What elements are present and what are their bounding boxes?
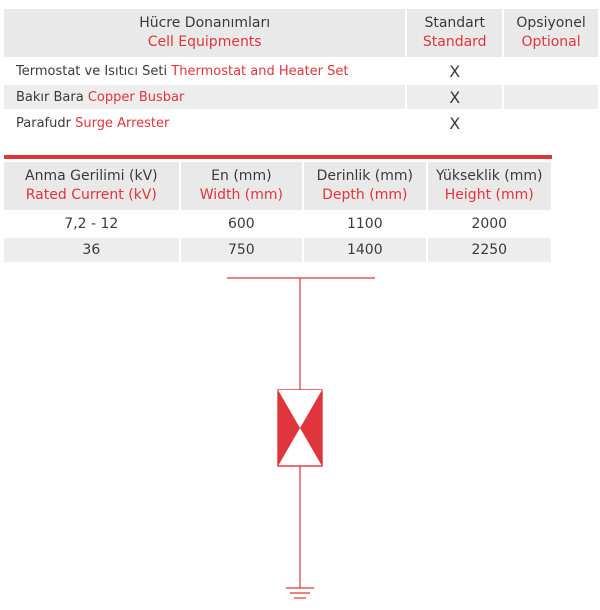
- standard-mark: X: [407, 85, 502, 109]
- header-height-tr: Yükseklik (mm): [436, 168, 543, 184]
- depth-value: 1400: [304, 238, 425, 262]
- header-width-tr: En (mm): [211, 168, 272, 184]
- standard-mark: X: [449, 113, 461, 133]
- ground-icon: [286, 588, 314, 598]
- voltage-value: 36: [4, 238, 179, 262]
- header-width-en: Width (mm): [199, 187, 284, 203]
- width-value: 750: [181, 238, 302, 262]
- surge-arrester-icon: [278, 390, 322, 466]
- equipment-name-tr: Parafudr: [16, 115, 71, 131]
- equipment-name-tr: Bakır Bara: [16, 89, 84, 105]
- equipment-name-en: Surge Arrester: [75, 115, 170, 131]
- width-value: 600: [227, 216, 255, 232]
- header-optional-en: Optional: [521, 34, 581, 50]
- header-height-en: Height (mm): [444, 187, 534, 203]
- header-voltage-en: Rated Current (kV): [25, 187, 157, 203]
- header-standard-en: Standard: [422, 34, 487, 50]
- depth-value: 1100: [346, 216, 383, 232]
- voltage-value: 7,2 - 12: [64, 216, 119, 232]
- equipment-name-en: Thermostat and Heater Set: [171, 63, 349, 79]
- header-equipments-en: Cell Equipments: [147, 34, 262, 50]
- header-voltage-tr: Anma Gerilimi (kV): [25, 168, 158, 184]
- equipment-name-en: Copper Busbar: [87, 89, 185, 105]
- header-standard-tr: Standart: [424, 15, 485, 31]
- equipment-name-tr: Termostat ve Isıtıcı Seti: [16, 63, 168, 79]
- height-value: 2000: [471, 216, 508, 232]
- header-depth-tr: Derinlik (mm): [316, 168, 414, 184]
- standard-mark: X: [449, 61, 461, 81]
- header-equipments-tr: Hücre Donanımları: [139, 15, 271, 31]
- header-depth-en: Depth (mm): [322, 187, 408, 203]
- header-optional-tr: Opsiyonel: [516, 15, 586, 31]
- height-value: 2250: [428, 238, 551, 262]
